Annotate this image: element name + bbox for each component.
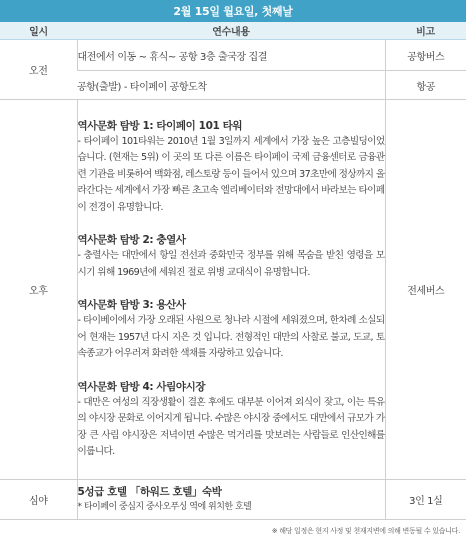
- tour-description: - 타이페이 101타워는 2010년 1월 3일까지 세계에서 가장 높은 고층빌딩이었습니다. (현재는 5위) 이 곳의 또 다른 이름은 타이페이 국제 금융센터로 금융관련 기관을 비롯하여 백화점, 레스토랑 등이 들어서 있으며 37초만에 정상까지 올라간다는 세계에서 가장 빠른 초고속 엘리베이터와 전망대에서 바라보는 타이페이 전경이 유명합니다.: [77, 135, 385, 213]
- note-flight: 항공: [385, 71, 466, 100]
- header-note: 비고: [385, 22, 466, 40]
- table-row: [0, 100, 466, 480]
- morning-item-2: 공항(출발) - 타이페이 공항도착: [77, 71, 385, 100]
- note-charter-bus: 전세버스: [385, 100, 466, 480]
- tour-title: 역사문화 탐방 4: 사림야시장: [77, 380, 206, 393]
- hotel-location-note: * 타이페이 중심지 중사오푸싱 역에 위치한 호텔: [77, 502, 252, 512]
- tour-block-2: [78, 233, 385, 281]
- note-airport-bus: 공항버스: [385, 40, 466, 71]
- tour-block-3: [78, 298, 385, 363]
- night-content: [77, 480, 385, 520]
- tour-description: - 충렬사는 대만에서 항일 전선과 중화민국 정부를 위해 목숨을 받친 영령을 모시기 위해 1969년에 세워진 절로 위병 교대식이 유명합니다.: [77, 250, 385, 278]
- tour-block-4: [78, 380, 385, 461]
- header-period: 일시: [0, 22, 77, 40]
- note-room: 3인 1실: [385, 480, 466, 520]
- schedule-table: [0, 22, 466, 520]
- morning-item-1: 대전에서 이동 ~ 휴식~ 공항 3층 출국장 집결: [77, 40, 385, 71]
- footnote: ※ 해당 일정은 현지 사정 및 천재지변에 의해 변동될 수 있습니다.: [271, 527, 460, 535]
- table-row: [0, 40, 466, 71]
- table-row: [0, 480, 466, 520]
- period-morning: 오전: [0, 40, 77, 100]
- header-content: 연수내용: [77, 22, 385, 40]
- afternoon-content: [77, 100, 385, 480]
- header-row: [0, 22, 466, 40]
- tour-description: - 대만은 여성의 직장생활이 결혼 후에도 대부분 이어져 외식이 잦고, 이는 특유의 야시장 문화로 이어지게 됩니다. 수많은 야시장 중에서도 대만에서 규모가 가장 큰 사림 야시장은 저녁이면 수많은 먹거리를 맛보려는 사람들로 인산인해를 이룹니다.: [77, 396, 385, 457]
- hotel-name: 5성급 호텔 「하워드 호텔」숙박: [77, 486, 222, 498]
- tour-title: 역사문화 탐방 1: 타이페이 101 타워: [77, 119, 243, 132]
- day-banner: 2월 15일 월요일, 첫째날: [0, 0, 466, 22]
- period-night: 심야: [0, 480, 77, 520]
- tour-title: 역사문화 탐방 2: 충열사: [77, 234, 186, 246]
- tour-description: - 타이베이에서 가장 오래된 사원으로 청나라 시절에 세워졌으며, 한차례 소실되어 현재는 1957년 다시 지은 것 입니다. 전형적인 대만의 사찰로 불교, 도교, 토속종교가 어우러져 화려한 색채를 자랑하고 있습니다.: [77, 315, 385, 359]
- tour-block-1: [78, 119, 385, 217]
- period-afternoon: 오후: [0, 100, 77, 480]
- tour-title: 역사문화 탐방 3: 용산사: [77, 299, 186, 311]
